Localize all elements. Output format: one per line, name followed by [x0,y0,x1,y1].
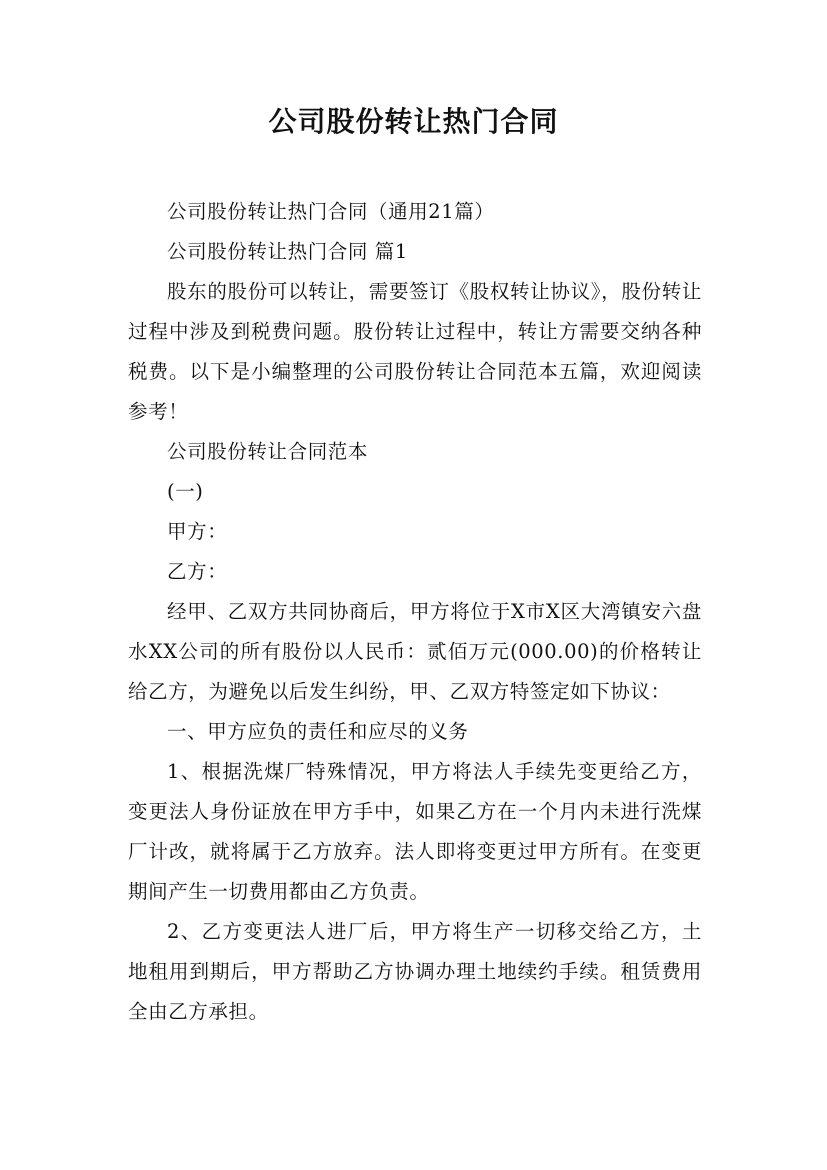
document-body [128,192,702,1032]
obligations-heading: 一、甲方应负的责任和应尽的义务 [167,720,469,743]
subtitle-paragraph: 公司股份转让热门合同（通用21篇） [167,200,495,223]
party-a-line: 甲方： [167,520,228,543]
template-number: (一) [167,480,204,503]
template-heading: 公司股份转让合同范本 [167,440,369,463]
document-title: 公司股份转让热门合同 [268,105,559,138]
agreement-paragraph: 经甲、乙双方共同协商后，甲方将位于X市X区大湾镇安六盘水XX公司的所有股份以人民币：贰佰万元(000.00)的价格转让给乙方，为避免以后发生纠纷，甲、乙双方特签定如下协议： [128,600,702,703]
intro-paragraph: 股东的股份可以转让，需要签订《股权转让协议》，股份转让过程中涉及到税费问题。股份转让过程中，转让方需要交纳各种税费。以下是小编整理的公司股份转让合同范本五篇，欢迎阅读参考！ [128,280,702,423]
section-heading: 公司股份转让热门合同 篇1 [167,240,408,263]
party-b-line: 乙方： [167,560,228,583]
clause-2: 2、乙方变更法人进厂后，甲方将生产一切移交给乙方，土地租用到期后，甲方帮助乙方协调办理土地续约手续。租赁费用全由乙方承担。 [128,920,702,1023]
clause-1: 1、根据洗煤厂特殊情况，甲方将法人手续先变更给乙方，变更法人身份证放在甲方手中，如果乙方在一个月内未进行洗煤厂计改，就将属于乙方放弃。法人即将变更过甲方所有。在变更期间产生一切费用都由乙方负责。 [128,760,702,903]
